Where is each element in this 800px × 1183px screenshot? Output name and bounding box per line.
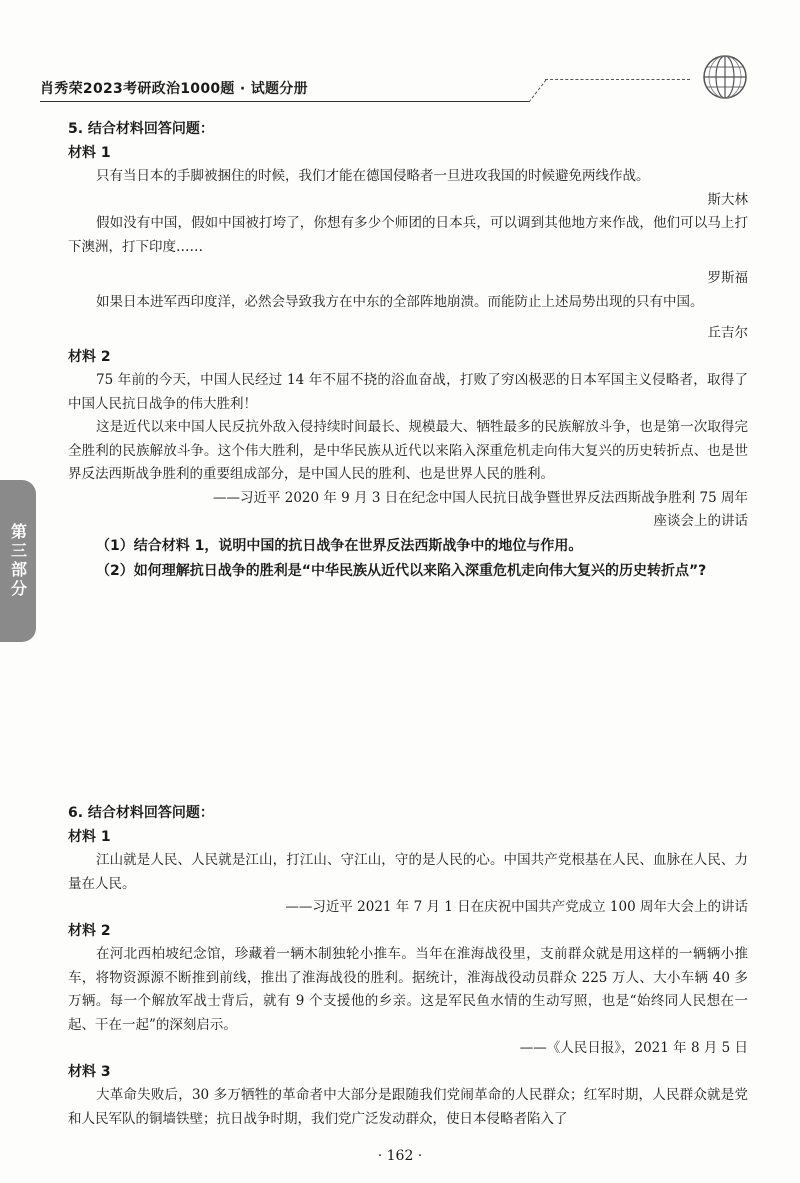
running-header-title: 肖秀荣2023考研政治1000题 · 试题分册 xyxy=(40,81,308,97)
globe-icon xyxy=(702,54,748,100)
q6-m3-paragraph: 大革命失败后，30 多万牺牲的革命者中大部分是跟随我们党闹革命的人民群众；红军时期，人民群众就是党和人民军队的铜墙铁壁；抗日战争时期，我们党广泛发动群众，使日本侵略者陷入了 xyxy=(68,1087,748,1127)
q5-m1-author-stalin: 斯大林 xyxy=(707,191,748,208)
q5-subquestion-1: （1）结合材料 1，说明中国的抗日战争在世界反法西斯战争中的地位与作用。 xyxy=(96,537,583,554)
q6-material-3-label: 材料 3 xyxy=(68,1063,111,1080)
q5-m1-churchill-quote: 如果日本进军西印度洋，必然会导致我方在中东的全部阵地崩溃。而能防止上述局势出现的只有中国。 xyxy=(96,293,704,310)
page-number: · 162 · xyxy=(377,1148,423,1164)
part-side-tab: 第三部分 xyxy=(0,480,36,642)
q5-m1-author-roosevelt: 罗斯福 xyxy=(707,270,748,286)
q6-m1-source: ——习近平 2021 年 7 月 1 日在庆祝中国共产党成立 100 周年大会上的讲话 xyxy=(285,899,748,915)
q5-m2-source-line-2: 座谈会上的讲话 xyxy=(653,513,748,529)
q6-m2-paragraph: 在河北西柏坡纪念馆，珍藏着一辆木制独轮小推车。当年在淮海战役里，支前群众就是用这样的一辆辆小推车，将物资源源不断推到前线，推出了淮海战役的胜利。据统计，淮海战役动员群众 225 万人、大小车辆 40 多万辆。每一个解放军战士背后，就有 9 个支援他的乡亲。这是军民鱼水情的生动写照，也是“始终同人民想在一起、干在一起”的深刻启示。 xyxy=(68,946,748,1033)
question-6 xyxy=(68,802,748,1131)
q5-material-1-label: 材料 1 xyxy=(68,144,111,161)
q5-m1-author-churchill: 丘吉尔 xyxy=(707,325,748,341)
q6-m2-source: ——《人民日报》，2021 年 8 月 5 日 xyxy=(519,1040,748,1056)
question-5 xyxy=(68,118,748,584)
q5-material-2-label: 材料 2 xyxy=(68,348,111,365)
q6-material-2-label: 材料 2 xyxy=(68,922,111,939)
header-rule xyxy=(40,101,530,102)
question-6-title: 6. 结合材料回答问题： xyxy=(68,805,214,821)
q5-m2-paragraph-1: 75 年前的今天，中国人民经过 14 年不屈不挠的浴血奋战，打败了穷凶极恶的日本军国主义侵略者，取得了中国人民抗日战争的伟大胜利！ xyxy=(68,372,748,412)
q5-m1-stalin-quote: 只有当日本的手脚被捆住的时候，我们才能在德国侵略者一旦进攻我国的时候避免两线作战。 xyxy=(96,168,650,184)
header-slope-line xyxy=(528,78,550,103)
q6-material-1-label: 材料 1 xyxy=(68,828,111,845)
q6-m1-paragraph: 江山就是人民、人民就是江山，打江山、守江山，守的是人民的心。中国共产党根基在人民、血脉在人民、力量在人民。 xyxy=(68,852,748,892)
header-dashed-line xyxy=(545,79,690,80)
question-5-title: 5. 结合材料回答问题： xyxy=(68,121,214,137)
q5-m2-paragraph-2: 这是近代以来中国人民反抗外敌入侵持续时间最长、规模最大、牺牲最多的民族解放斗争，也是第一次取得完全胜利的民族解放斗争。这个伟大胜利，是中华民族从近代以来陷入深重危机走向伟大复兴的历史转折点、也是世界反法西斯战争胜利的重要组成部分，是中国人民的胜利、也是世界人民的胜利。 xyxy=(68,419,748,482)
q5-m2-source-line-1: ——习近平 2020 年 9 月 3 日在纪念中国人民抗日战争暨世界反法西斯战争胜利 75 周年 xyxy=(212,489,748,506)
q5-m1-roosevelt-quote: 假如没有中国，假如中国被打垮了，你想有多少个师团的日本兵，可以调到其他地方来作战，他们可以马上打下澳洲，打下印度…… xyxy=(68,215,748,255)
q5-subquestion-2: （2）如何理解抗日战争的胜利是“中华民族从近代以来陷入深重危机走向伟大复兴的历史转折点”? xyxy=(96,562,707,579)
